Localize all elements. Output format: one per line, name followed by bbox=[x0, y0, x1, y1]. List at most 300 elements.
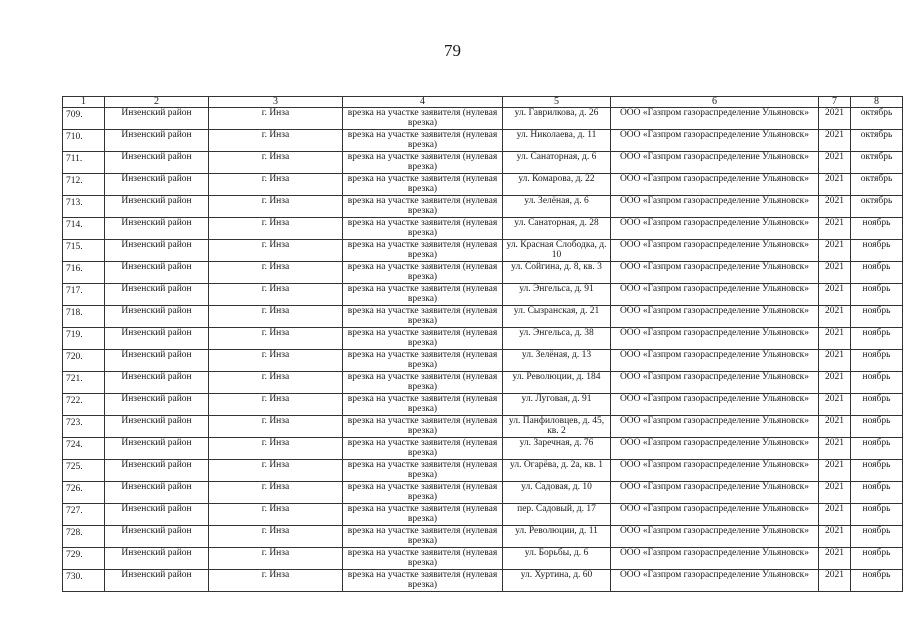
city-cell-text: г. Инза bbox=[261, 394, 290, 404]
month-cell-text: октябрь bbox=[860, 130, 893, 140]
organization-cell-text: ООО «Газпром газораспределение Ульяновск» bbox=[619, 372, 810, 382]
month-cell bbox=[851, 328, 903, 350]
work-type-cell-text: врезка на участке заявителя (нулевая врезка) bbox=[347, 504, 498, 524]
organization-cell-text: ООО «Газпром газораспределение Ульяновск» bbox=[619, 460, 810, 470]
district-cell bbox=[105, 570, 209, 592]
table-row bbox=[63, 174, 903, 196]
table-row bbox=[63, 526, 903, 548]
work-type-cell bbox=[343, 372, 503, 394]
work-type-cell-text: врезка на участке заявителя (нулевая врезка) bbox=[347, 218, 498, 238]
year-cell-text: 2021 bbox=[825, 548, 844, 558]
year-cell-text: 2021 bbox=[825, 306, 844, 316]
district-cell-text: Инзенский район bbox=[121, 284, 192, 294]
table-row bbox=[63, 240, 903, 262]
city-cell bbox=[209, 350, 343, 372]
column-header-5: 5 bbox=[503, 97, 611, 108]
district-cell bbox=[105, 350, 209, 372]
row-number-text: 710. bbox=[66, 132, 83, 142]
city-cell-text: г. Инза bbox=[261, 130, 290, 140]
month-cell bbox=[851, 526, 903, 548]
address-cell bbox=[503, 416, 611, 438]
district-cell bbox=[105, 504, 209, 526]
row-number-text: 725. bbox=[66, 462, 83, 472]
district-cell bbox=[105, 394, 209, 416]
month-cell-text: ноябрь bbox=[862, 372, 891, 382]
address-cell bbox=[503, 394, 611, 416]
city-cell bbox=[209, 218, 343, 240]
work-type-cell bbox=[343, 130, 503, 152]
table-header-row bbox=[63, 97, 903, 108]
work-type-cell bbox=[343, 438, 503, 460]
year-cell-text: 2021 bbox=[825, 218, 844, 228]
work-type-cell-text: врезка на участке заявителя (нулевая врезка) bbox=[347, 438, 498, 458]
row-number bbox=[63, 438, 105, 460]
month-cell-text: октябрь bbox=[860, 174, 893, 184]
organization-cell bbox=[611, 328, 819, 350]
work-type-cell bbox=[343, 416, 503, 438]
table-row bbox=[63, 306, 903, 328]
address-cell-text: ул. Заречная, д. 76 bbox=[519, 438, 594, 448]
work-type-cell-text: врезка на участке заявителя (нулевая врезка) bbox=[347, 460, 498, 480]
address-cell bbox=[503, 526, 611, 548]
address-cell-text: ул. Садовая, д. 10 bbox=[521, 482, 592, 492]
year-cell-text: 2021 bbox=[825, 328, 844, 338]
address-cell bbox=[503, 218, 611, 240]
city-cell bbox=[209, 108, 343, 130]
month-cell-text: ноябрь bbox=[862, 504, 891, 514]
year-cell bbox=[819, 262, 851, 284]
address-cell bbox=[503, 460, 611, 482]
organization-cell-text: ООО «Газпром газораспределение Ульяновск» bbox=[619, 328, 810, 338]
city-cell bbox=[209, 482, 343, 504]
address-cell-text: ул. Революции, д. 11 bbox=[515, 526, 598, 536]
city-cell-text: г. Инза bbox=[261, 482, 290, 492]
district-cell bbox=[105, 174, 209, 196]
organization-cell-text: ООО «Газпром газораспределение Ульяновск» bbox=[619, 570, 810, 580]
column-header-8: 8 bbox=[851, 97, 903, 108]
work-type-cell-text: врезка на участке заявителя (нулевая врезка) bbox=[347, 416, 498, 436]
work-type-cell bbox=[343, 152, 503, 174]
year-cell bbox=[819, 438, 851, 460]
city-cell bbox=[209, 526, 343, 548]
city-cell-text: г. Инза bbox=[261, 174, 290, 184]
address-cell bbox=[503, 108, 611, 130]
organization-cell bbox=[611, 108, 819, 130]
row-number bbox=[63, 262, 105, 284]
address-cell bbox=[503, 240, 611, 262]
row-number bbox=[63, 372, 105, 394]
row-number-text: 712. bbox=[66, 176, 83, 186]
organization-cell bbox=[611, 460, 819, 482]
address-cell bbox=[503, 284, 611, 306]
year-cell-text: 2021 bbox=[825, 262, 844, 272]
address-cell bbox=[503, 482, 611, 504]
month-cell bbox=[851, 218, 903, 240]
year-cell bbox=[819, 416, 851, 438]
row-number bbox=[63, 130, 105, 152]
district-cell-text: Инзенский район bbox=[121, 240, 192, 250]
organization-cell-text: ООО «Газпром газораспределение Ульяновск» bbox=[619, 196, 810, 206]
city-cell-text: г. Инза bbox=[261, 152, 290, 162]
work-type-cell bbox=[343, 218, 503, 240]
month-cell bbox=[851, 108, 903, 130]
year-cell bbox=[819, 174, 851, 196]
row-number-text: 719. bbox=[66, 330, 83, 340]
table-row bbox=[63, 130, 903, 152]
row-number bbox=[63, 482, 105, 504]
address-cell bbox=[503, 570, 611, 592]
district-cell-text: Инзенский район bbox=[121, 108, 192, 118]
district-cell-text: Инзенский район bbox=[121, 438, 192, 448]
district-cell bbox=[105, 152, 209, 174]
organization-cell-text: ООО «Газпром газораспределение Ульяновск» bbox=[619, 306, 810, 316]
table-row bbox=[63, 108, 903, 130]
organization-cell-text: ООО «Газпром газораспределение Ульяновск» bbox=[619, 548, 810, 558]
address-cell-text: ул. Борьбы, д. 6 bbox=[524, 548, 589, 558]
organization-cell-text: ООО «Газпром газораспределение Ульяновск» bbox=[619, 152, 810, 162]
district-cell-text: Инзенский район bbox=[121, 570, 192, 580]
work-type-cell bbox=[343, 482, 503, 504]
work-type-cell bbox=[343, 504, 503, 526]
address-cell bbox=[503, 152, 611, 174]
year-cell bbox=[819, 570, 851, 592]
work-type-cell bbox=[343, 196, 503, 218]
row-number bbox=[63, 284, 105, 306]
address-cell bbox=[503, 306, 611, 328]
district-cell-text: Инзенский район bbox=[121, 372, 192, 382]
work-type-cell bbox=[343, 174, 503, 196]
city-cell-text: г. Инза bbox=[261, 570, 290, 580]
district-cell bbox=[105, 460, 209, 482]
organization-cell-text: ООО «Газпром газораспределение Ульяновск» bbox=[619, 526, 810, 536]
month-cell-text: ноябрь bbox=[862, 218, 891, 228]
month-cell bbox=[851, 174, 903, 196]
row-number bbox=[63, 504, 105, 526]
city-cell bbox=[209, 328, 343, 350]
city-cell-text: г. Инза bbox=[261, 218, 290, 228]
district-cell-text: Инзенский район bbox=[121, 526, 192, 536]
city-cell bbox=[209, 262, 343, 284]
work-type-cell-text: врезка на участке заявителя (нулевая врезка) bbox=[347, 328, 498, 348]
address-cell-text: ул. Революции, д. 184 bbox=[512, 372, 601, 382]
organization-cell bbox=[611, 372, 819, 394]
city-cell-text: г. Инза bbox=[261, 350, 290, 360]
city-cell-text: г. Инза bbox=[261, 460, 290, 470]
work-type-cell-text: врезка на участке заявителя (нулевая врезка) bbox=[347, 108, 498, 128]
address-cell-text: ул. Огарёва, д. 2а, кв. 1 bbox=[510, 460, 603, 470]
organization-cell bbox=[611, 284, 819, 306]
table-row bbox=[63, 262, 903, 284]
district-cell bbox=[105, 108, 209, 130]
district-cell bbox=[105, 328, 209, 350]
city-cell-text: г. Инза bbox=[261, 196, 290, 206]
year-cell-text: 2021 bbox=[825, 394, 844, 404]
month-cell-text: ноябрь bbox=[862, 306, 891, 316]
month-cell-text: ноябрь bbox=[862, 416, 891, 426]
district-cell bbox=[105, 240, 209, 262]
district-cell-text: Инзенский район bbox=[121, 262, 192, 272]
row-number-text: 729. bbox=[66, 550, 83, 560]
year-cell bbox=[819, 460, 851, 482]
year-cell bbox=[819, 394, 851, 416]
page-number: 79 bbox=[444, 41, 461, 60]
year-cell bbox=[819, 504, 851, 526]
work-type-cell-text: врезка на участке заявителя (нулевая врезка) bbox=[347, 174, 498, 194]
row-number bbox=[63, 306, 105, 328]
work-type-cell-text: врезка на участке заявителя (нулевая врезка) bbox=[347, 240, 498, 260]
row-number-text: 730. bbox=[66, 572, 83, 582]
address-cell-text: ул. Красная Слободка, д. 10 bbox=[506, 240, 607, 260]
table-row bbox=[63, 196, 903, 218]
year-cell bbox=[819, 372, 851, 394]
table-row bbox=[63, 394, 903, 416]
month-cell-text: ноябрь bbox=[862, 350, 891, 360]
address-cell bbox=[503, 548, 611, 570]
city-cell bbox=[209, 394, 343, 416]
address-cell-text: пер. Садовый, д. 17 bbox=[517, 504, 596, 514]
work-type-cell bbox=[343, 306, 503, 328]
city-cell-text: г. Инза bbox=[261, 262, 290, 272]
column-header-3: 3 bbox=[209, 97, 343, 108]
district-cell-text: Инзенский район bbox=[121, 482, 192, 492]
column-header-1: 1 bbox=[63, 97, 105, 108]
address-cell bbox=[503, 438, 611, 460]
work-type-cell-text: врезка на участке заявителя (нулевая врезка) bbox=[347, 130, 498, 150]
address-cell-text: ул. Зелёная, д. 13 bbox=[521, 350, 592, 360]
month-cell bbox=[851, 504, 903, 526]
month-cell bbox=[851, 460, 903, 482]
month-cell bbox=[851, 262, 903, 284]
address-cell bbox=[503, 196, 611, 218]
month-cell-text: ноябрь bbox=[862, 526, 891, 536]
row-number-text: 713. bbox=[66, 198, 83, 208]
month-cell-text: ноябрь bbox=[862, 438, 891, 448]
organization-cell-text: ООО «Газпром газораспределение Ульяновск» bbox=[619, 284, 810, 294]
city-cell bbox=[209, 152, 343, 174]
work-type-cell bbox=[343, 394, 503, 416]
month-cell bbox=[851, 372, 903, 394]
row-number bbox=[63, 526, 105, 548]
year-cell-text: 2021 bbox=[825, 174, 844, 184]
organization-cell bbox=[611, 306, 819, 328]
organization-cell bbox=[611, 174, 819, 196]
address-cell bbox=[503, 372, 611, 394]
district-cell-text: Инзенский район bbox=[121, 306, 192, 316]
table-row bbox=[63, 284, 903, 306]
city-cell bbox=[209, 504, 343, 526]
district-cell bbox=[105, 548, 209, 570]
row-number-text: 721. bbox=[66, 374, 83, 384]
address-cell-text: ул. Луговая, д. 91 bbox=[521, 394, 592, 404]
city-cell-text: г. Инза bbox=[261, 328, 290, 338]
city-cell-text: г. Инза bbox=[261, 372, 290, 382]
address-cell-text: ул. Николаева, д. 11 bbox=[516, 130, 597, 140]
organization-cell bbox=[611, 350, 819, 372]
work-type-cell bbox=[343, 570, 503, 592]
row-number bbox=[63, 548, 105, 570]
column-header-2: 2 bbox=[105, 97, 209, 108]
month-cell bbox=[851, 482, 903, 504]
organization-cell-text: ООО «Газпром газораспределение Ульяновск» bbox=[619, 240, 810, 250]
work-type-cell-text: врезка на участке заявителя (нулевая врезка) bbox=[347, 372, 498, 392]
district-cell bbox=[105, 526, 209, 548]
year-cell-text: 2021 bbox=[825, 130, 844, 140]
organization-cell-text: ООО «Газпром газораспределение Ульяновск» bbox=[619, 262, 810, 272]
district-cell-text: Инзенский район bbox=[121, 174, 192, 184]
column-header-4: 4 bbox=[343, 97, 503, 108]
year-cell-text: 2021 bbox=[825, 196, 844, 206]
table-row bbox=[63, 460, 903, 482]
organization-cell-text: ООО «Газпром газораспределение Ульяновск» bbox=[619, 350, 810, 360]
work-type-cell-text: врезка на участке заявителя (нулевая врезка) bbox=[347, 526, 498, 546]
city-cell-text: г. Инза bbox=[261, 438, 290, 448]
district-cell-text: Инзенский район bbox=[121, 548, 192, 558]
work-type-cell bbox=[343, 350, 503, 372]
row-number bbox=[63, 174, 105, 196]
row-number bbox=[63, 460, 105, 482]
organization-cell-text: ООО «Газпром газораспределение Ульяновск» bbox=[619, 504, 810, 514]
address-cell-text: ул. Панфиловцев, д. 45, кв. 2 bbox=[508, 416, 605, 436]
district-cell bbox=[105, 196, 209, 218]
district-cell bbox=[105, 306, 209, 328]
organization-cell bbox=[611, 240, 819, 262]
address-cell-text: ул. Комарова, д. 22 bbox=[518, 174, 595, 184]
year-cell-text: 2021 bbox=[825, 526, 844, 536]
work-type-cell-text: врезка на участке заявителя (нулевая врезка) bbox=[347, 196, 498, 216]
city-cell bbox=[209, 130, 343, 152]
work-type-cell bbox=[343, 284, 503, 306]
row-number-text: 723. bbox=[66, 418, 83, 428]
table-row bbox=[63, 438, 903, 460]
organization-cell-text: ООО «Газпром газораспределение Ульяновск» bbox=[619, 130, 810, 140]
year-cell bbox=[819, 328, 851, 350]
table-row bbox=[63, 482, 903, 504]
organization-cell-text: ООО «Газпром газораспределение Ульяновск» bbox=[619, 174, 810, 184]
city-cell bbox=[209, 174, 343, 196]
year-cell-text: 2021 bbox=[825, 482, 844, 492]
city-cell bbox=[209, 196, 343, 218]
row-number bbox=[63, 328, 105, 350]
year-cell-text: 2021 bbox=[825, 108, 844, 118]
year-cell-text: 2021 bbox=[825, 284, 844, 294]
organization-cell bbox=[611, 218, 819, 240]
work-type-cell-text: врезка на участке заявителя (нулевая врезка) bbox=[347, 306, 498, 326]
district-cell-text: Инзенский район bbox=[121, 460, 192, 470]
city-cell-text: г. Инза bbox=[261, 504, 290, 514]
table-row bbox=[63, 416, 903, 438]
row-number-text: 727. bbox=[66, 506, 83, 516]
organization-cell bbox=[611, 570, 819, 592]
row-number-text: 715. bbox=[66, 242, 83, 252]
month-cell bbox=[851, 130, 903, 152]
city-cell bbox=[209, 372, 343, 394]
table-row bbox=[63, 152, 903, 174]
organization-cell bbox=[611, 438, 819, 460]
address-cell bbox=[503, 130, 611, 152]
organization-cell-text: ООО «Газпром газораспределение Ульяновск» bbox=[619, 108, 810, 118]
row-number bbox=[63, 218, 105, 240]
organization-cell bbox=[611, 262, 819, 284]
month-cell-text: ноябрь bbox=[862, 460, 891, 470]
work-type-cell-text: врезка на участке заявителя (нулевая врезка) bbox=[347, 548, 498, 568]
month-cell-text: ноябрь bbox=[862, 328, 891, 338]
city-cell bbox=[209, 306, 343, 328]
address-cell-text: ул. Сойгина, д. 8, кв. 3 bbox=[511, 262, 602, 272]
district-cell-text: Инзенский район bbox=[121, 394, 192, 404]
year-cell bbox=[819, 130, 851, 152]
month-cell-text: ноябрь bbox=[862, 284, 891, 294]
work-type-cell bbox=[343, 526, 503, 548]
month-cell bbox=[851, 394, 903, 416]
district-cell-text: Инзенский район bbox=[121, 504, 192, 514]
month-cell-text: ноябрь bbox=[862, 482, 891, 492]
gas-connection-table bbox=[62, 96, 903, 592]
organization-cell-text: ООО «Газпром газораспределение Ульяновск» bbox=[619, 438, 810, 448]
year-cell-text: 2021 bbox=[825, 240, 844, 250]
month-cell bbox=[851, 416, 903, 438]
year-cell bbox=[819, 306, 851, 328]
row-number bbox=[63, 196, 105, 218]
work-type-cell bbox=[343, 328, 503, 350]
city-cell bbox=[209, 416, 343, 438]
city-cell bbox=[209, 438, 343, 460]
month-cell bbox=[851, 306, 903, 328]
city-cell-text: г. Инза bbox=[261, 306, 290, 316]
row-number bbox=[63, 570, 105, 592]
month-cell-text: октябрь bbox=[860, 152, 893, 162]
organization-cell-text: ООО «Газпром газораспределение Ульяновск» bbox=[619, 416, 810, 426]
year-cell-text: 2021 bbox=[825, 152, 844, 162]
year-cell bbox=[819, 548, 851, 570]
work-type-cell-text: врезка на участке заявителя (нулевая врезка) bbox=[347, 262, 498, 282]
row-number-text: 726. bbox=[66, 484, 83, 494]
year-cell bbox=[819, 526, 851, 548]
year-cell-text: 2021 bbox=[825, 416, 844, 426]
table-row bbox=[63, 548, 903, 570]
address-cell-text: ул. Хуртина, д. 60 bbox=[520, 570, 593, 580]
row-number bbox=[63, 394, 105, 416]
address-cell-text: ул. Санаторная, д. 28 bbox=[514, 218, 599, 228]
row-number-text: 717. bbox=[66, 286, 83, 296]
table-row bbox=[63, 350, 903, 372]
row-number-text: 718. bbox=[66, 308, 83, 318]
district-cell bbox=[105, 130, 209, 152]
district-cell-text: Инзенский район bbox=[121, 152, 192, 162]
city-cell-text: г. Инза bbox=[261, 240, 290, 250]
row-number bbox=[63, 108, 105, 130]
organization-cell-text: ООО «Газпром газораспределение Ульяновск» bbox=[619, 218, 810, 228]
organization-cell bbox=[611, 548, 819, 570]
district-cell-text: Инзенский район bbox=[121, 130, 192, 140]
year-cell-text: 2021 bbox=[825, 350, 844, 360]
address-cell-text: ул. Сызранская, д. 21 bbox=[513, 306, 600, 316]
row-number-text: 709. bbox=[66, 110, 83, 120]
work-type-cell bbox=[343, 548, 503, 570]
month-cell bbox=[851, 240, 903, 262]
row-number-text: 716. bbox=[66, 264, 83, 274]
row-number bbox=[63, 416, 105, 438]
district-cell-text: Инзенский район bbox=[121, 196, 192, 206]
address-cell bbox=[503, 350, 611, 372]
month-cell bbox=[851, 548, 903, 570]
city-cell-text: г. Инза bbox=[261, 108, 290, 118]
column-header-6: 6 bbox=[611, 97, 819, 108]
work-type-cell-text: врезка на участке заявителя (нулевая врезка) bbox=[347, 482, 498, 502]
work-type-cell-text: врезка на участке заявителя (нулевая врезка) bbox=[347, 350, 498, 370]
year-cell bbox=[819, 196, 851, 218]
row-number-text: 724. bbox=[66, 440, 83, 450]
month-cell-text: октябрь bbox=[860, 108, 893, 118]
